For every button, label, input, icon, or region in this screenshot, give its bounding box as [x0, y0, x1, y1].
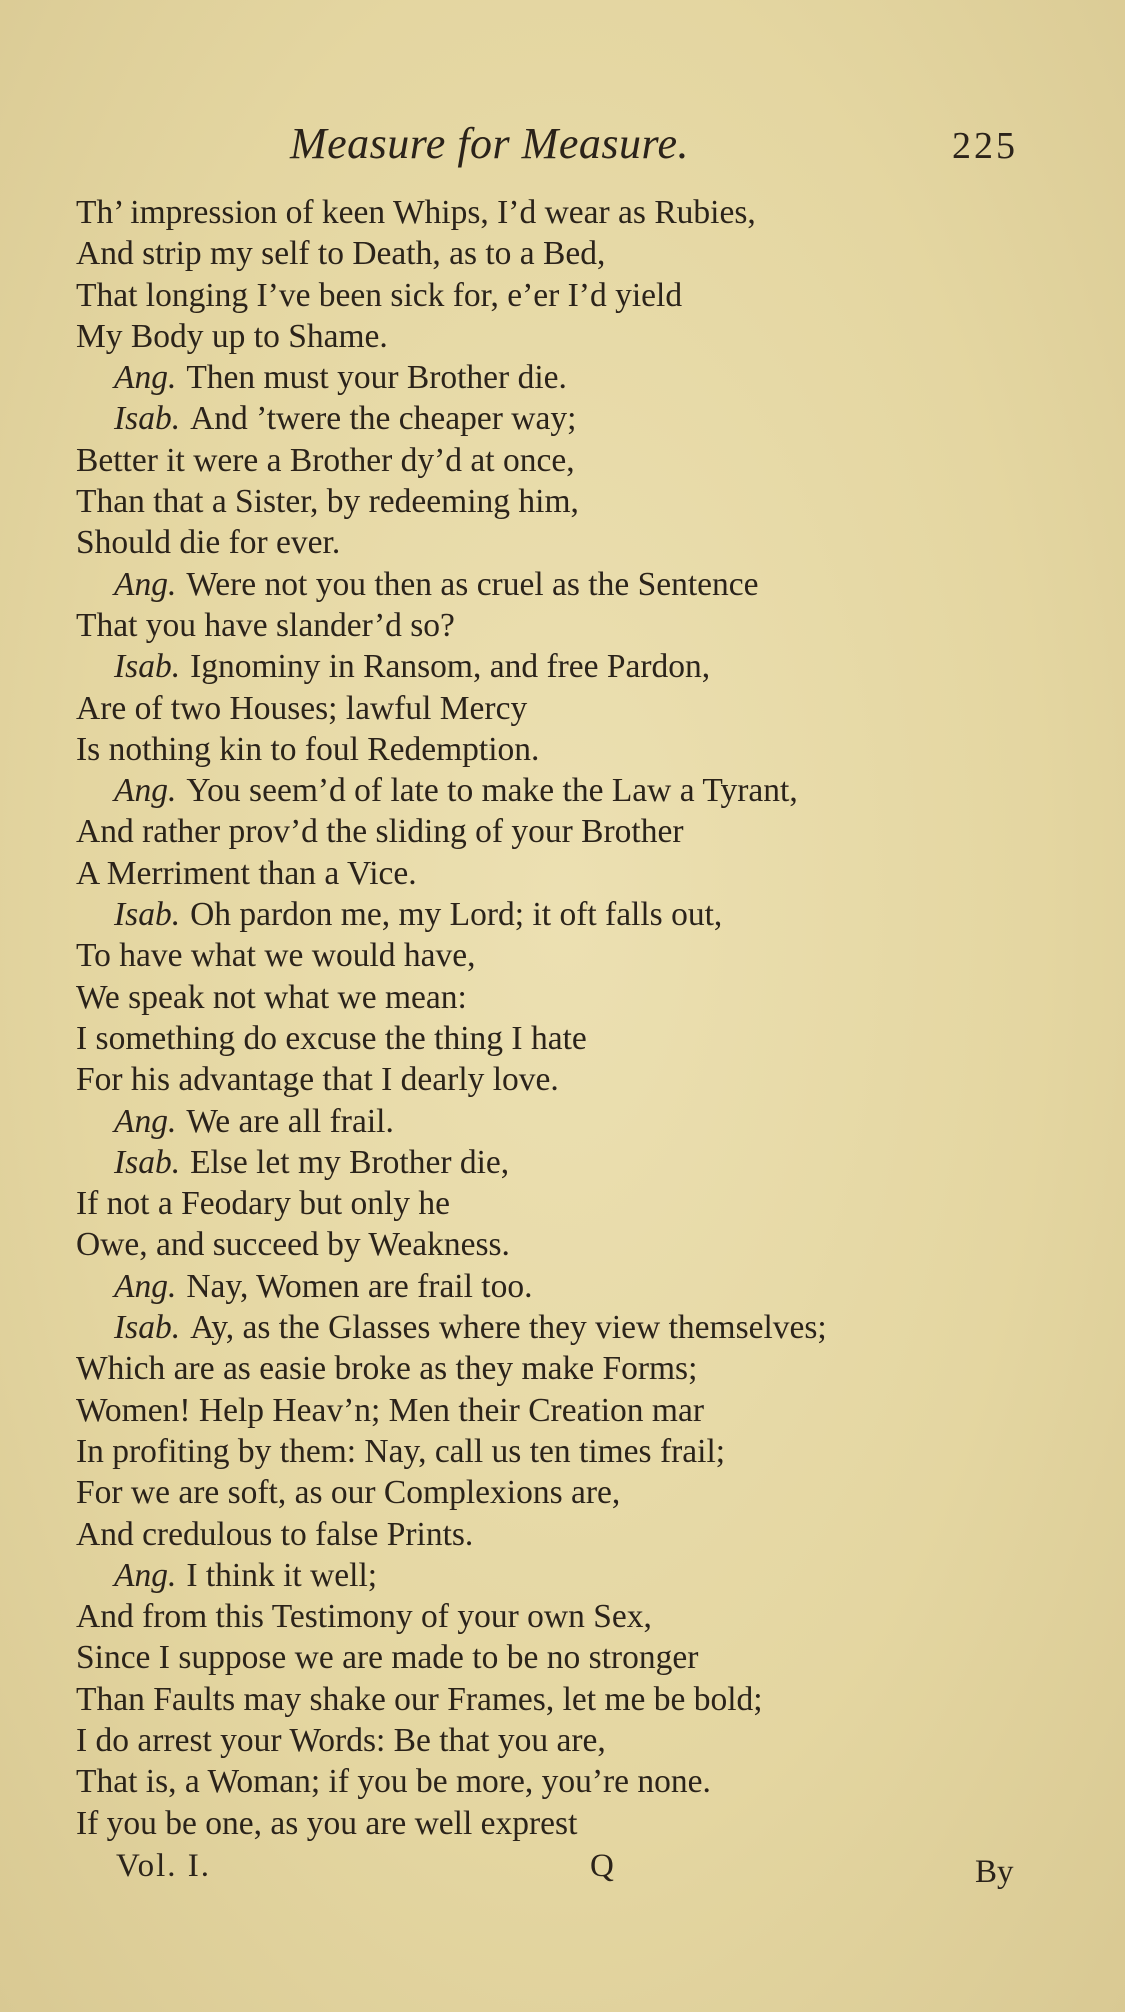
page-footer — [0, 1848, 1125, 1898]
catchword: By — [975, 1854, 1014, 1890]
speaker-name: Isab. — [114, 648, 181, 686]
line-text: Th’ impression of keen Whips, I’d wear as Rubies, — [76, 194, 756, 231]
text-line — [76, 688, 1076, 729]
line-text: I do arrest your Words: Be that you are, — [76, 1721, 606, 1759]
text-line — [76, 729, 1076, 770]
text-line — [76, 357, 1076, 398]
text-line — [76, 1761, 1076, 1802]
volume-signature: Vol. I. — [116, 1848, 211, 1884]
line-text: I something do excuse the thing I hate — [76, 1019, 587, 1057]
line-text: For his advantage that I dearly love. — [76, 1061, 559, 1099]
text-line — [76, 1472, 1076, 1513]
running-head — [0, 118, 1125, 178]
line-text: That longing I’ve been sick for, e’er I’d yield — [76, 276, 683, 314]
line-text: And rather prov’d the sliding of your Brother — [76, 813, 684, 851]
text-line — [76, 935, 1076, 976]
line-text: Nay, Women are frail too. — [186, 1267, 533, 1305]
speaker-name: Ang. — [114, 359, 177, 397]
text-line — [76, 1431, 1076, 1472]
line-text: Is nothing kin to foul Redemption. — [76, 730, 540, 768]
line-text: For we are soft, as our Complexions are, — [76, 1474, 621, 1512]
line-text: Were not you then as cruel as the Sentence — [186, 565, 759, 603]
play-text — [76, 192, 1076, 1844]
text-line — [76, 1390, 1076, 1431]
line-text: That is, a Woman; if you be more, you’re none. — [76, 1763, 711, 1801]
running-title: Measure for Measure. — [290, 119, 689, 168]
line-text: That you have slander’d so? — [76, 606, 455, 644]
text-line — [76, 1101, 1076, 1142]
line-text: Ignominy in Ransom, and free Pardon, — [190, 648, 711, 686]
line-text: And from this Testimony of your own Sex, — [76, 1598, 652, 1636]
page-number: 225 — [952, 125, 1018, 167]
text-line — [76, 646, 1076, 687]
line-text: We are all frail. — [186, 1102, 394, 1140]
text-line — [76, 770, 1076, 811]
line-text: And strip my self to Death, as to a Bed, — [76, 235, 606, 273]
text-line — [76, 275, 1076, 316]
speaker-name: Isab. — [114, 896, 181, 934]
text-line — [76, 853, 1076, 894]
text-line — [76, 1803, 1076, 1844]
line-text: Then must your Brother die. — [186, 359, 567, 397]
line-text: Better it were a Brother dy’d at once, — [76, 441, 575, 479]
text-line — [76, 1348, 1076, 1389]
line-text: And credulous to false Prints. — [76, 1515, 474, 1553]
line-text: Owe, and succeed by Weakness. — [76, 1226, 510, 1264]
text-line — [76, 894, 1076, 935]
text-line — [76, 564, 1076, 605]
speaker-name: Isab. — [114, 1309, 181, 1347]
text-line — [76, 1514, 1076, 1555]
line-text: Else let my Brother die, — [190, 1143, 510, 1181]
line-text: Are of two Houses; lawful Mercy — [76, 689, 528, 727]
line-text: Than Faults may shake our Frames, let me be bold; — [76, 1680, 763, 1718]
signature-mark: Q — [590, 1848, 614, 1884]
speaker-name: Ang. — [114, 1102, 177, 1140]
line-text: To have what we would have, — [76, 937, 476, 975]
text-line — [76, 977, 1076, 1018]
text-line — [76, 1224, 1076, 1265]
line-text: And ’twere the cheaper way; — [190, 400, 577, 438]
speaker-name: Ang. — [114, 772, 177, 810]
line-text: Ay, as the Glasses where they view themselves; — [190, 1309, 827, 1347]
line-text: A Merriment than a Vice. — [76, 854, 417, 892]
text-line — [76, 440, 1076, 481]
text-line — [76, 316, 1076, 357]
text-line — [76, 1679, 1076, 1720]
line-text: We speak not what we mean: — [76, 978, 467, 1016]
text-line — [76, 398, 1076, 439]
speaker-name: Ang. — [114, 565, 177, 603]
line-text: Than that a Sister, by redeeming him, — [76, 483, 579, 521]
text-line — [76, 605, 1076, 646]
line-text: If not a Feodary but only he — [76, 1185, 450, 1223]
line-text: My Body up to Shame. — [76, 317, 388, 355]
line-text: I think it well; — [186, 1556, 378, 1594]
line-text: Should die for ever. — [76, 524, 341, 562]
text-line — [76, 1183, 1076, 1224]
text-line — [76, 1266, 1076, 1307]
text-line — [76, 522, 1076, 563]
line-text: In profiting by them: Nay, call us ten times frail; — [76, 1432, 726, 1470]
speaker-name: Isab. — [114, 1143, 181, 1181]
line-text: If you be one, as you are well exprest — [76, 1804, 578, 1842]
text-line — [76, 1142, 1076, 1183]
text-line — [76, 481, 1076, 522]
line-text: Women! Help Heav’n; Men their Creation mar — [76, 1391, 705, 1429]
text-line — [76, 1018, 1076, 1059]
text-line — [76, 233, 1076, 274]
line-text: Which are as easie broke as they make Forms; — [76, 1350, 698, 1388]
speaker-name: Ang. — [114, 1556, 177, 1594]
text-line — [76, 811, 1076, 852]
line-text: You seem’d of late to make the Law a Tyrant, — [186, 772, 798, 810]
speaker-name: Isab. — [114, 400, 181, 438]
text-line — [76, 1555, 1076, 1596]
speaker-name: Ang. — [114, 1267, 177, 1305]
line-text: Since I suppose we are made to be no stronger — [76, 1639, 699, 1677]
text-line — [76, 1059, 1076, 1100]
text-line — [76, 1637, 1076, 1678]
line-text: Oh pardon me, my Lord; it oft falls out, — [190, 896, 723, 934]
text-line — [76, 1596, 1076, 1637]
text-line — [76, 1720, 1076, 1761]
text-line — [76, 1307, 1076, 1348]
text-line — [76, 192, 1076, 233]
